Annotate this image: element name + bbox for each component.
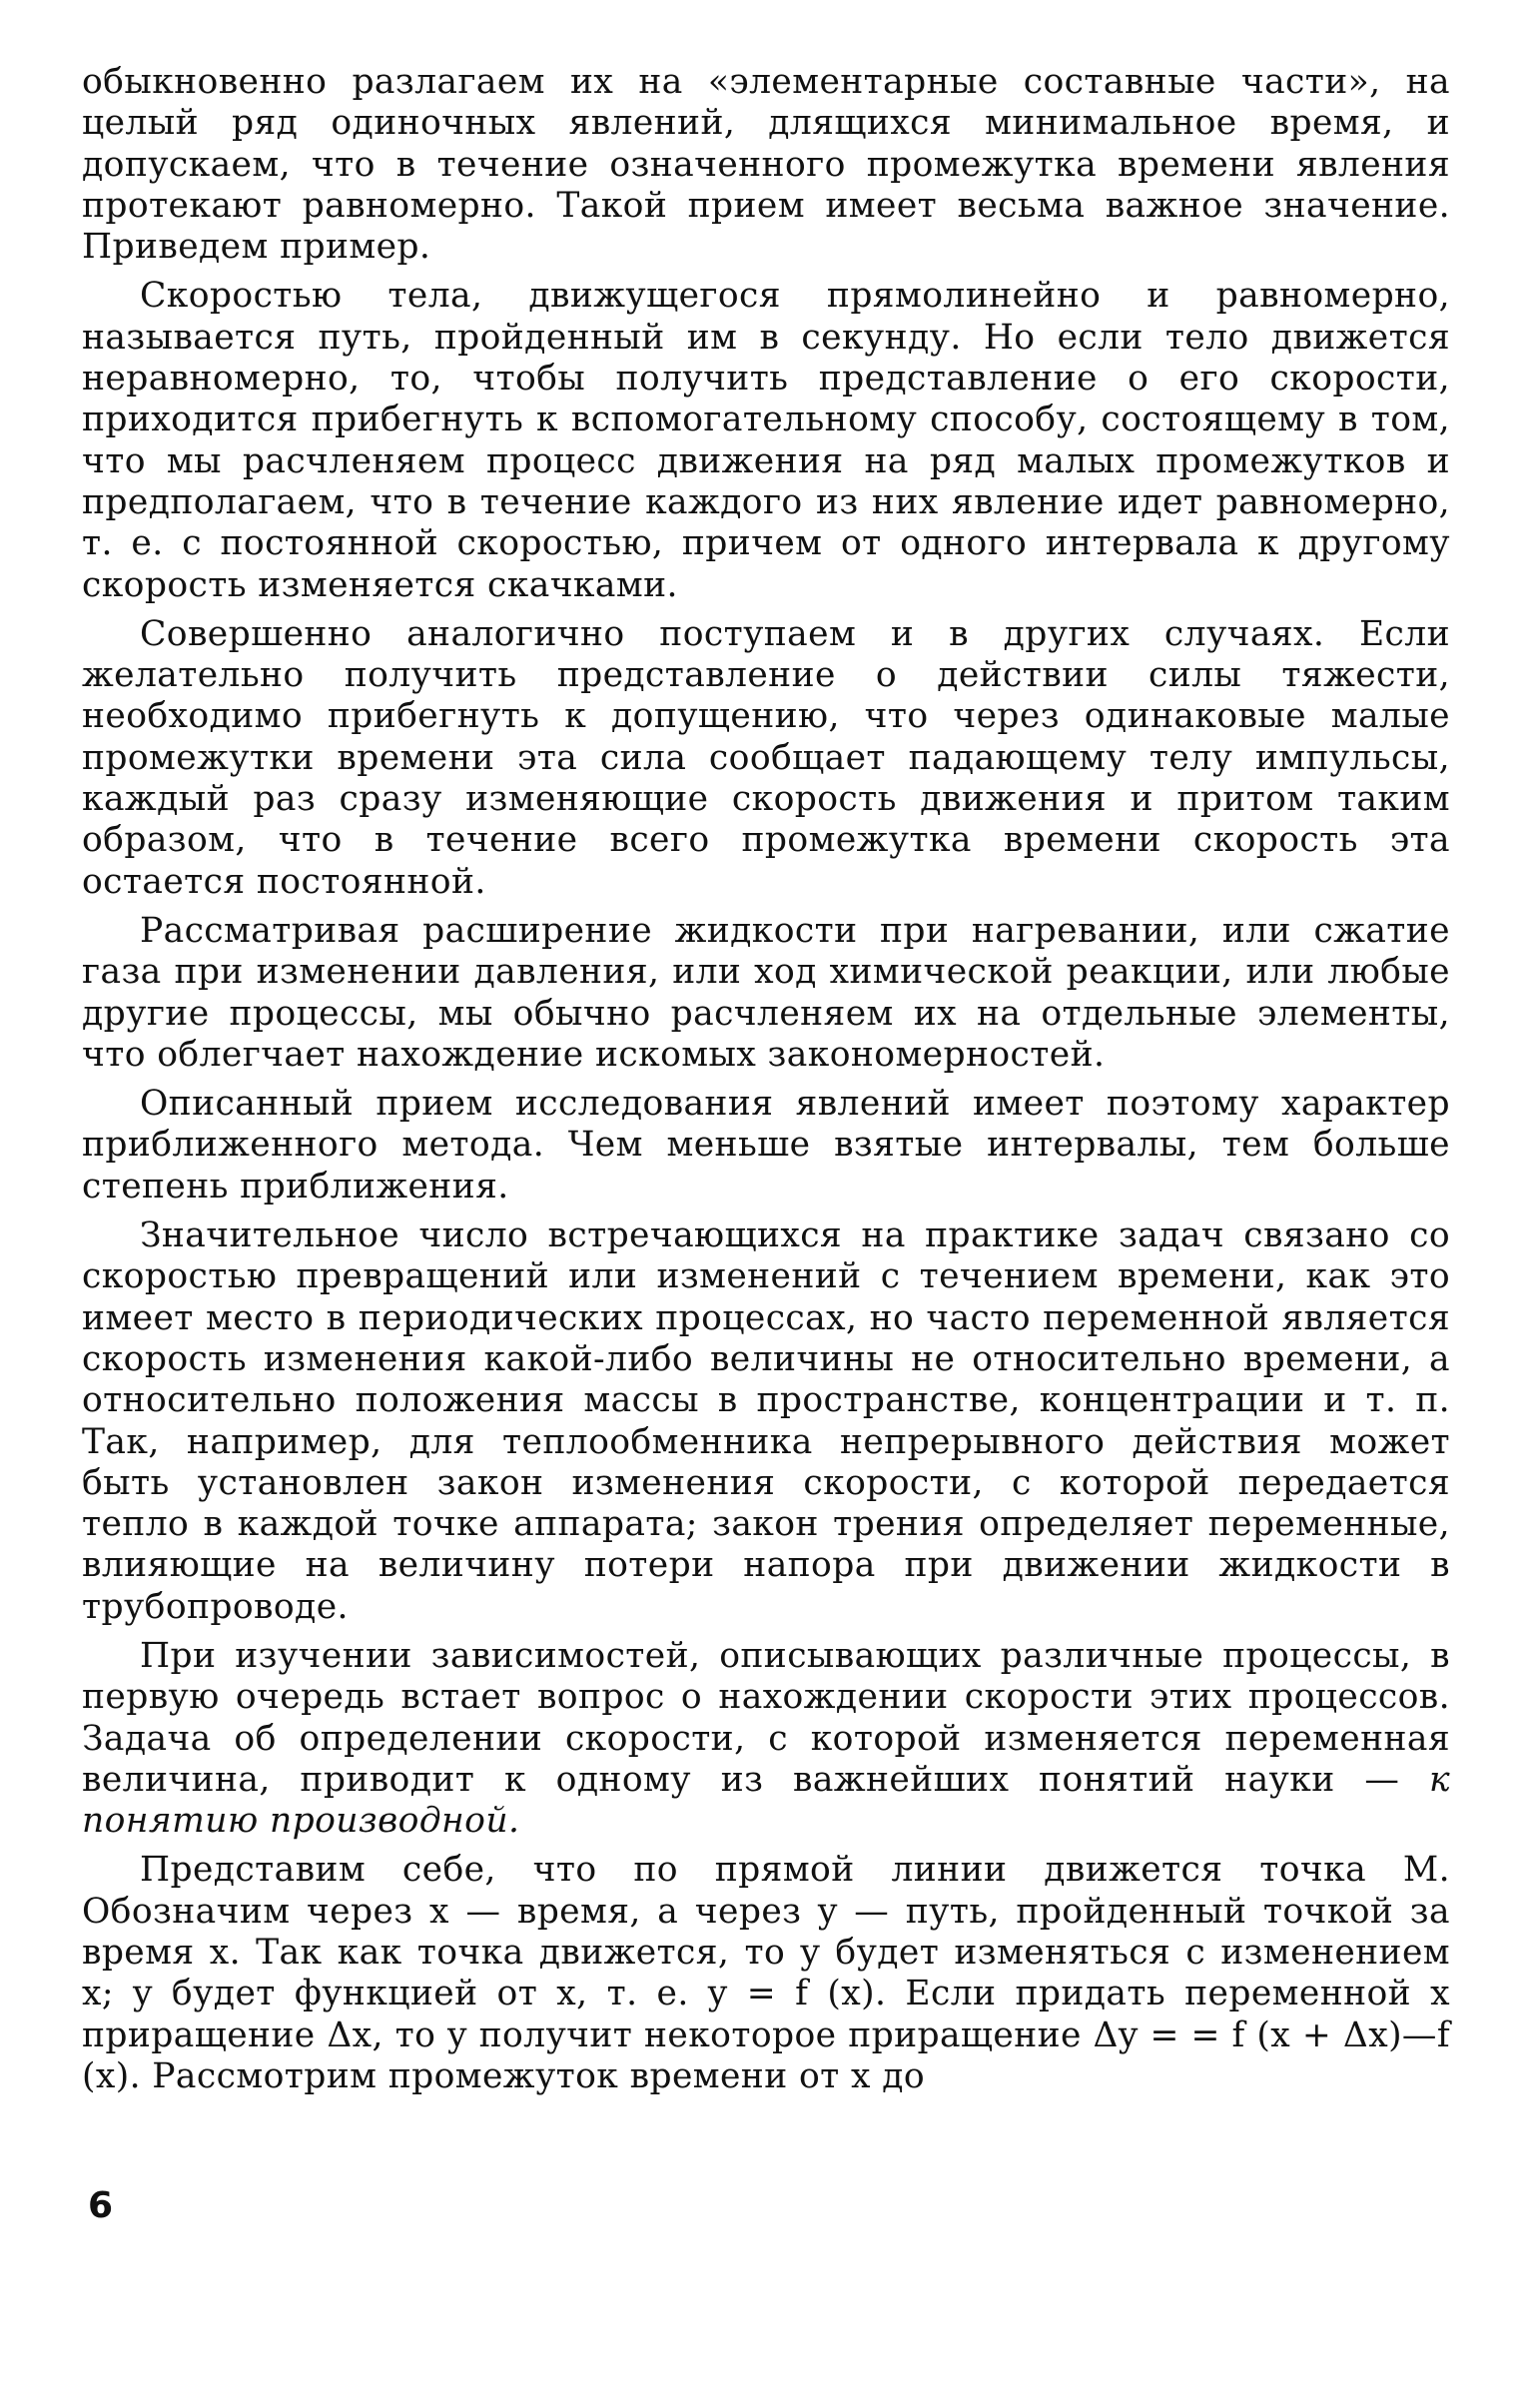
paragraph-5: Описанный прием исследования явлений имеет поэтому характер приближенного метода. Чем меньше взятые интервалы, тем больше степень приближения. <box>82 1084 1450 1206</box>
paragraph-6: Значительное число встречающихся на практике задач связано со скоростью превращений или изменений с течением времени, как это имеет место в периодических процессах, но часто переменной является скорость изменения какой-либо величины не относительно времени, а относительно положения массы в пространстве, концентрации и т. п. Так, например, для теплообменника непрерывного действия может быть установлен закон изменения скорости, с которой передается тепло в каждой точке аппарата; закон трения определяет переменные, влияющие на величину потери напора при движении жидкости в трубопроводе. <box>82 1215 1450 1627</box>
paragraph-7 <box>82 1636 1450 1842</box>
page-body <box>82 62 1450 2097</box>
paragraph-4: Рассматривая расширение жидкости при нагревании, или сжатие газа при изменении давления, или ход химической реакции, или любые другие процессы, мы обычно расчленяем их на отдельные элементы, что облегчает нахождение искомых закономерностей. <box>82 910 1450 1075</box>
paragraph-2: Скоростью тела, движущегося прямолинейно и равномерно, называется путь, пройденный им в секунду. Но если тело движется неравномерно, то, чтобы получить представление о его скорости, приходится прибегнуть к вспомогательному способу, состоящему в том, что мы расчленяем процесс движения на ряд малых промежутков и предполагаем, что в течение каждого из них явление идет равномерно, т. е. с постоянной скоростью, причем от одного интервала к другому скорость изменяется скачками. <box>82 276 1450 605</box>
paragraph-7-text: При изучении зависимостей, описывающих различные процессы, в первую очередь встает вопрос о нахождении скорости этих процессов. Задача об определении скорости, с которой изменяется переменная величина, приводит к одному из важнейших понятий науки — <box>82 1635 1450 1800</box>
paragraph-1: обыкновенно разлагаем их на «элементарные составные части», на целый ряд одиночных явлений, длящихся минимальное время, и допускаем, что в течение означенного промежутка времени явления протекают равномерно. Такой прием имеет весьма важное значение. Приведем пример. <box>82 62 1450 268</box>
paragraph-8: Представим себе, что по прямой линии движется точка M. Обозначим через x — время, а через y — путь, пройденный точкой за время x. Так как точка движется, то y будет изменяться с изменением x; y будет функцией от x, т. е. y = f (x). Если придать переменной x приращение Δx, то y получит некоторое приращение Δy = = f (x + Δx)—f (x). Рассмотрим промежуток времени от x до <box>82 1850 1450 2096</box>
page-number: 6 <box>88 2185 114 2226</box>
derivative-concept-emphasis: к понятию производной. <box>82 1759 1450 1842</box>
paragraph-3: Совершенно аналогично поступаем и в других случаях. Если желательно получить представление о действии силы тяжести, необходимо прибегнуть к допущению, что через одинаковые малые промежутки времени эта сила сообщает падающему телу импульсы, каждый раз сразу изменяющие скорость движения и притом таким образом, что в течение всего промежутка времени скорость эта остается постоянной. <box>82 613 1450 902</box>
